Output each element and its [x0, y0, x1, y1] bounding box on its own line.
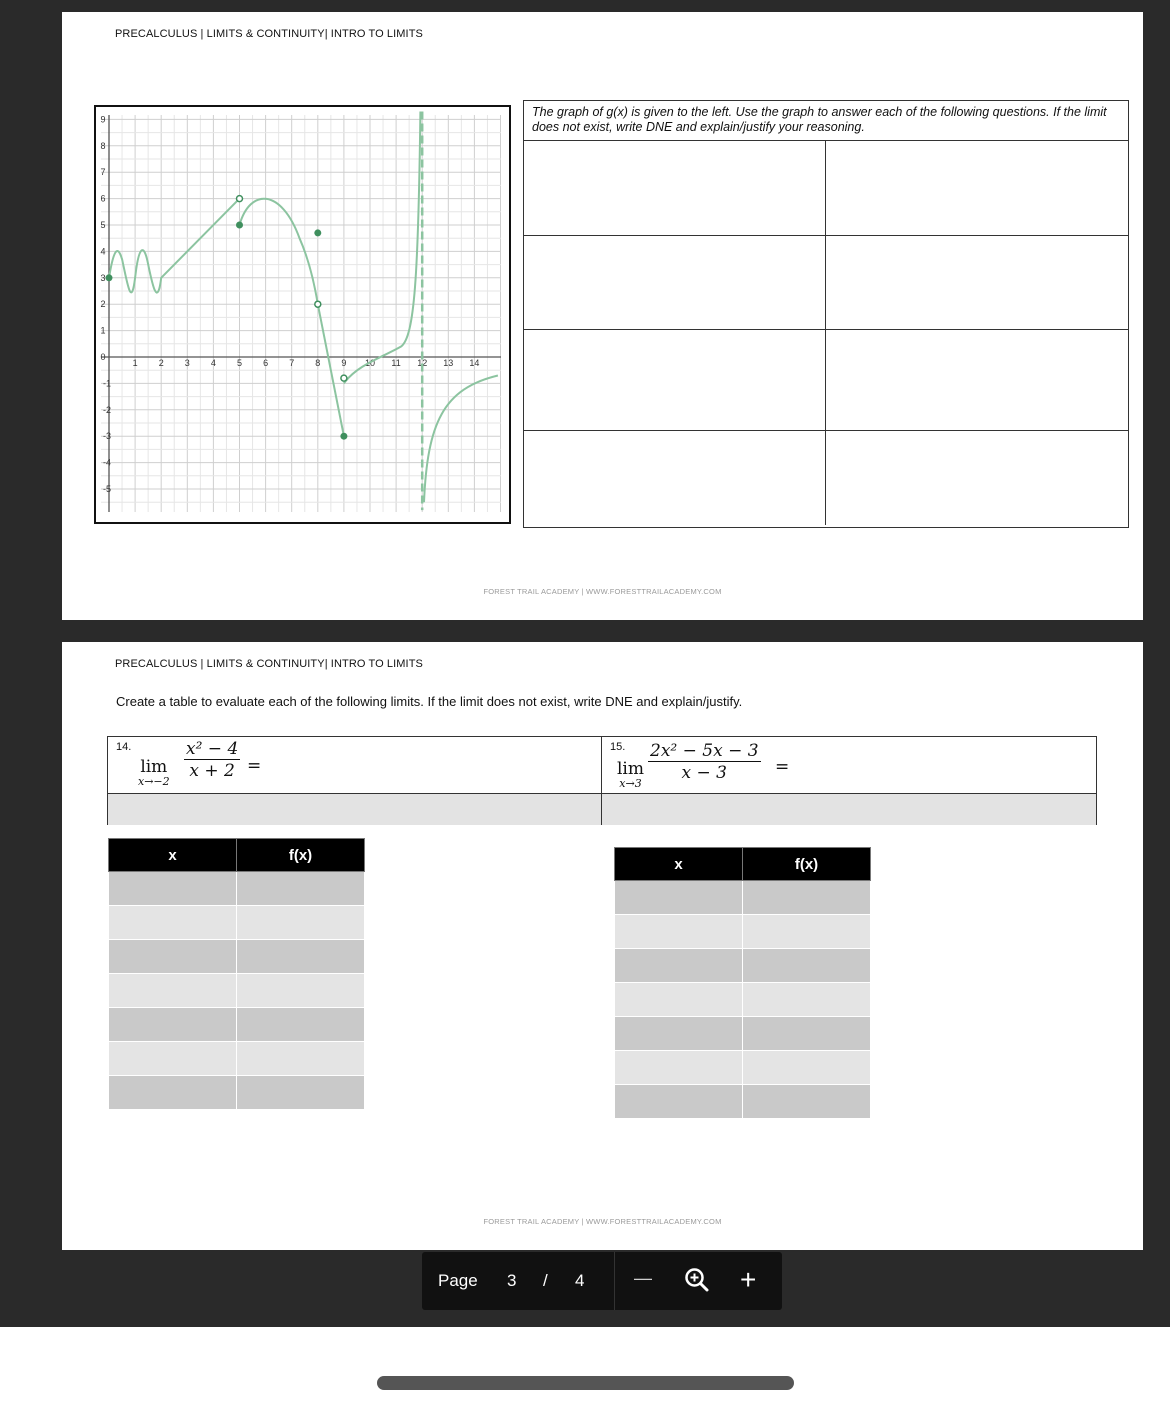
y-tick-label: -4 — [102, 457, 112, 468]
question-cell[interactable] — [524, 236, 826, 330]
lim-word: lim — [140, 757, 168, 777]
question-cell[interactable] — [826, 141, 1128, 236]
table-cell[interactable] — [237, 1076, 365, 1110]
table-cell[interactable] — [743, 915, 871, 949]
table-cell[interactable] — [615, 915, 743, 949]
y-tick-label: 9 — [100, 114, 106, 125]
question-cell[interactable] — [524, 431, 826, 525]
origin-label: 0 — [100, 352, 106, 362]
problem-15 — [602, 737, 1096, 793]
x-tick-label: 2 — [158, 358, 164, 368]
column-header-fx: f(x) — [743, 848, 871, 881]
question-cell[interactable] — [826, 431, 1128, 525]
y-tick-label: 3 — [100, 272, 106, 283]
y-tick-label: 1 — [100, 325, 106, 336]
page-label: Page — [438, 1271, 478, 1290]
current-page-input[interactable]: 3 — [507, 1271, 517, 1290]
limit-approach: x→−2 — [138, 775, 170, 788]
total-pages: 4 — [575, 1271, 585, 1290]
x-tick-label: 5 — [236, 358, 243, 368]
column-header-fx: f(x) — [237, 839, 365, 872]
x-tick-label: 4 — [210, 358, 216, 368]
x-tick-label: 1 — [132, 358, 138, 368]
answer-field-14[interactable] — [108, 793, 602, 825]
page-navigation-bar — [422, 1252, 782, 1310]
open-point — [237, 196, 243, 202]
y-tick-label: -3 — [102, 431, 112, 442]
lim-word: lim — [617, 759, 644, 779]
y-tick-label: 7 — [100, 167, 106, 178]
table-cell[interactable] — [237, 1042, 365, 1076]
closed-point — [340, 433, 347, 440]
table-cell[interactable] — [615, 1051, 743, 1085]
limit-operator — [138, 757, 170, 788]
problem-14 — [108, 737, 602, 793]
y-tick-label: -5 — [102, 484, 112, 494]
divider — [614, 1252, 615, 1310]
table-cell[interactable] — [743, 983, 871, 1017]
table-cell[interactable] — [743, 1085, 871, 1119]
questions-instructions: The graph of g(x) is given to the left. Use the graph to answer each of the following questions. If the limit does not exist, write DNE and explain/justify your reasoning. — [524, 101, 1128, 141]
open-point — [315, 301, 321, 307]
x-tick-label: 11 — [391, 358, 401, 368]
limit-fraction — [648, 741, 761, 783]
x-tick-label: 3 — [184, 358, 190, 368]
question-cell[interactable] — [524, 141, 826, 236]
table-cell[interactable] — [615, 1017, 743, 1051]
table-cell[interactable] — [109, 1008, 237, 1042]
graph-g-of-x — [94, 105, 511, 524]
closed-point — [106, 274, 113, 281]
equals-sign: = — [775, 757, 790, 777]
table-cell[interactable] — [743, 1051, 871, 1085]
limit-approach: x→3 — [619, 777, 642, 790]
questions-table — [523, 100, 1129, 528]
table-cell[interactable] — [109, 1042, 237, 1076]
table-cell[interactable] — [237, 974, 365, 1008]
table-cell[interactable] — [615, 1085, 743, 1119]
y-tick-label: -1 — [102, 378, 112, 389]
y-tick-label: 5 — [100, 220, 106, 230]
answer-field-15[interactable] — [602, 793, 1096, 825]
zoom-out-button[interactable]: — — [634, 1268, 652, 1288]
x-tick-label: 6 — [263, 358, 269, 368]
question-cell[interactable] — [826, 330, 1128, 431]
zoom-in-button[interactable]: + — [740, 1264, 757, 1295]
column-header-x: x — [615, 848, 743, 881]
page-footer: FOREST TRAIL ACADEMY | WWW.FORESTTRAILACADEMY.COM — [483, 587, 722, 596]
table-cell[interactable] — [615, 881, 743, 915]
table-cell[interactable] — [237, 906, 365, 940]
table-cell[interactable] — [109, 906, 237, 940]
open-point — [341, 375, 347, 381]
graph-canvas — [96, 107, 509, 522]
limit-operator — [617, 759, 644, 790]
zoom-search-icon[interactable] — [684, 1267, 710, 1298]
table-cell[interactable] — [109, 872, 237, 906]
y-tick-label: 4 — [100, 246, 106, 257]
closed-point — [314, 229, 321, 236]
document-page-1 — [62, 12, 1143, 620]
numerator: x² − 4 — [186, 739, 239, 759]
table-cell[interactable] — [237, 940, 365, 974]
table-cell[interactable] — [743, 881, 871, 915]
value-table-14 — [108, 838, 365, 1110]
page-separator: / — [543, 1271, 548, 1290]
equals-sign: = — [247, 756, 262, 776]
table-cell[interactable] — [615, 949, 743, 983]
x-tick-label: 14 — [469, 358, 480, 368]
x-tick-label: 9 — [341, 358, 347, 368]
problem-number: 14. — [116, 741, 132, 753]
question-cell[interactable] — [826, 236, 1128, 330]
x-tick-label: 13 — [443, 358, 454, 368]
value-table-15 — [614, 847, 871, 1119]
table-cell[interactable] — [743, 1017, 871, 1051]
limit-problems-table — [107, 736, 1097, 825]
table-cell[interactable] — [237, 1008, 365, 1042]
table-cell[interactable] — [109, 974, 237, 1008]
y-tick-label: 6 — [100, 193, 106, 204]
denominator: x − 3 — [681, 763, 727, 783]
x-tick-label: 10 — [364, 358, 376, 368]
table-cell[interactable] — [109, 940, 237, 974]
x-tick-label: 7 — [289, 358, 295, 368]
denominator: x + 2 — [189, 761, 235, 781]
table-cell[interactable] — [109, 1076, 237, 1110]
x-tick-label: 8 — [315, 358, 321, 368]
x-tick-label: 12 — [417, 358, 428, 368]
problem-number: 15. — [610, 741, 626, 753]
table-cell[interactable] — [743, 949, 871, 983]
table-cell[interactable] — [237, 872, 365, 906]
page-header: PRECALCULUS | LIMITS & CONTINUITY| INTRO TO LIMITS — [115, 658, 423, 670]
table-cell[interactable] — [615, 983, 743, 1017]
column-header-x: x — [109, 839, 237, 872]
limit-fraction — [184, 739, 240, 781]
y-tick-label: -2 — [102, 404, 112, 415]
document-page-2 — [62, 642, 1143, 1250]
closed-point — [236, 222, 243, 229]
page-header: PRECALCULUS | LIMITS & CONTINUITY| INTRO TO LIMITS — [115, 28, 423, 40]
y-tick-label: 2 — [100, 299, 106, 310]
y-tick-label: 8 — [100, 140, 106, 151]
numerator: 2x² − 5x − 3 — [650, 741, 759, 761]
limits-instructions: Create a table to evaluate each of the following limits. If the limit does not exist, write DNE and explain/justify. — [116, 694, 743, 709]
home-indicator[interactable] — [377, 1376, 794, 1390]
page-footer: FOREST TRAIL ACADEMY | WWW.FORESTTRAILACADEMY.COM — [483, 1217, 722, 1226]
question-cell[interactable] — [524, 330, 826, 431]
